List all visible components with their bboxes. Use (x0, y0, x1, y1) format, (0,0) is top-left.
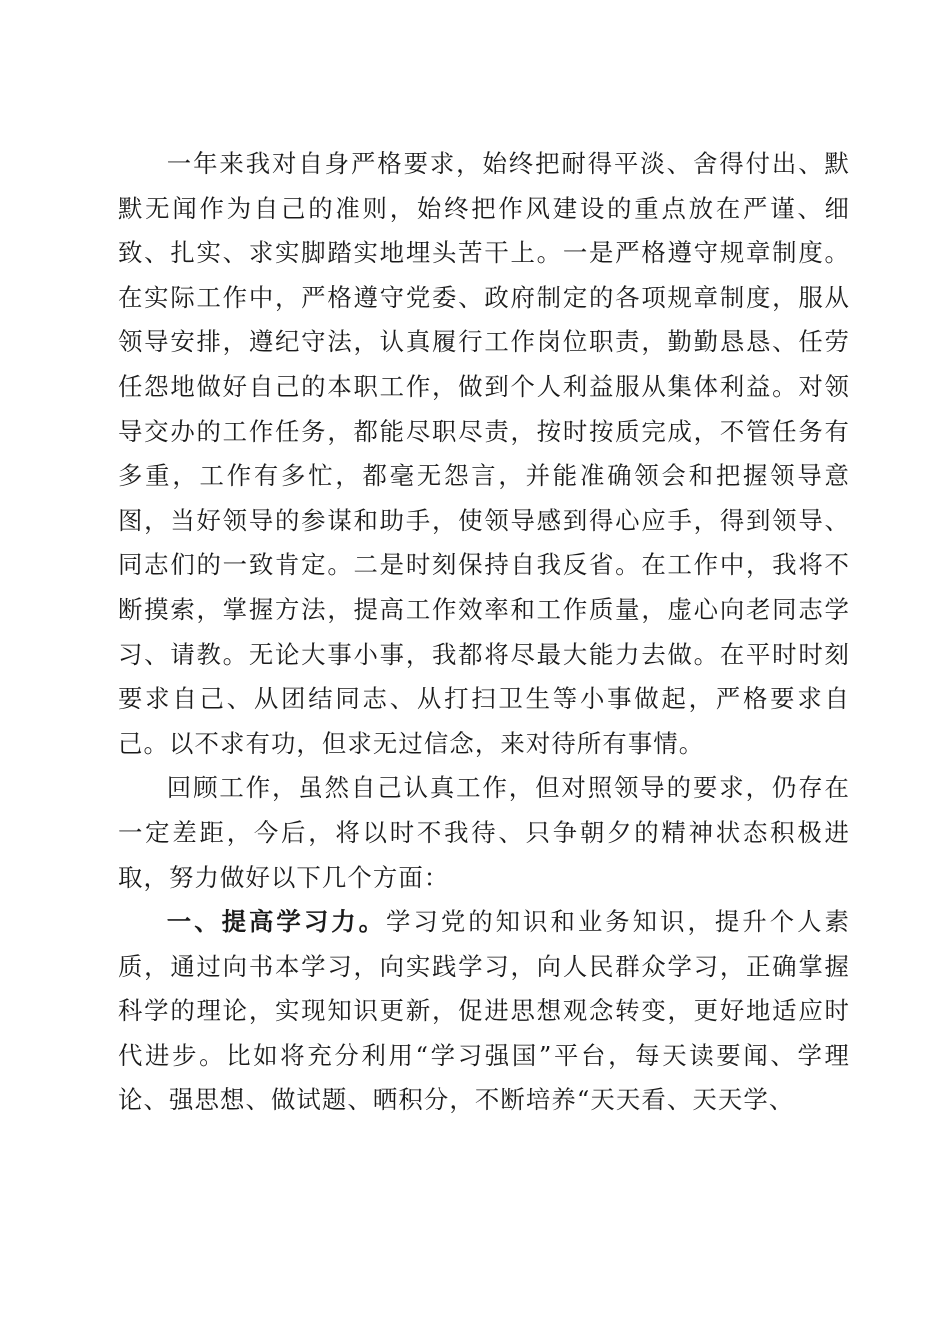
paragraph-learning (118, 900, 850, 1123)
paragraph-conduct (118, 142, 850, 766)
section-heading-learning: 一、提高学习力。 (166, 907, 387, 937)
document-body (118, 142, 850, 1123)
paragraph-conduct-text: 一年来我对自身严格要求，始终把耐得平淡、舍得付出、默默无闻作为自己的准则，始终把作风建设的重点放在严谨、细致、扎实、求实脚踏实地埋头苦干上。一是严格遵守规章制度。在实际工作中，严格遵守党委、政府制定的各项规章制度，服从领导安排，遵纪守法，认真履行工作岗位职责，勤勤恳恳、任劳任怨地做好自己的本职工作，做到个人利益服从集体利益。对领导交办的工作任务，都能尽职尽责，按时按质完成，不管任务有多重，工作有多忙，都毫无怨言，并能准确领会和把握领导意图，当好领导的参谋和助手，使领导感到得心应手，得到领导、同志们的一致肯定。二是时刻保持自我反省。在工作中，我将不断摸索，掌握方法，提高工作效率和工作质量，虚心向老同志学习、请教。无论大事小事，我都将尽最大能力去做。在平时时刻要求自己、从团结同志、从打扫卫生等小事做起，严格要求自己。以不求有功，但求无过信念，来对待所有事情。 (118, 149, 850, 758)
paragraph-review-text: 回顾工作，虽然自己认真工作，但对照领导的要求，仍存在一定差距，今后，将以时不我待、只争朝夕的精神状态积极进取，努力做好以下几个方面： (118, 773, 850, 892)
paragraph-learning-text: 学习党的知识和业务知识，提升个人素质，通过向书本学习，向实践学习，向人民群众学习，正确掌握科学的理论，实现知识更新，促进思想观念转变，更好地适应时代进步。比如将充分利用“学习强国”平台，每天读要闻、学理论、强思想、做试题、晒积分，不断培养“天天看、天天学、 (118, 907, 850, 1115)
paragraph-review (118, 766, 850, 900)
